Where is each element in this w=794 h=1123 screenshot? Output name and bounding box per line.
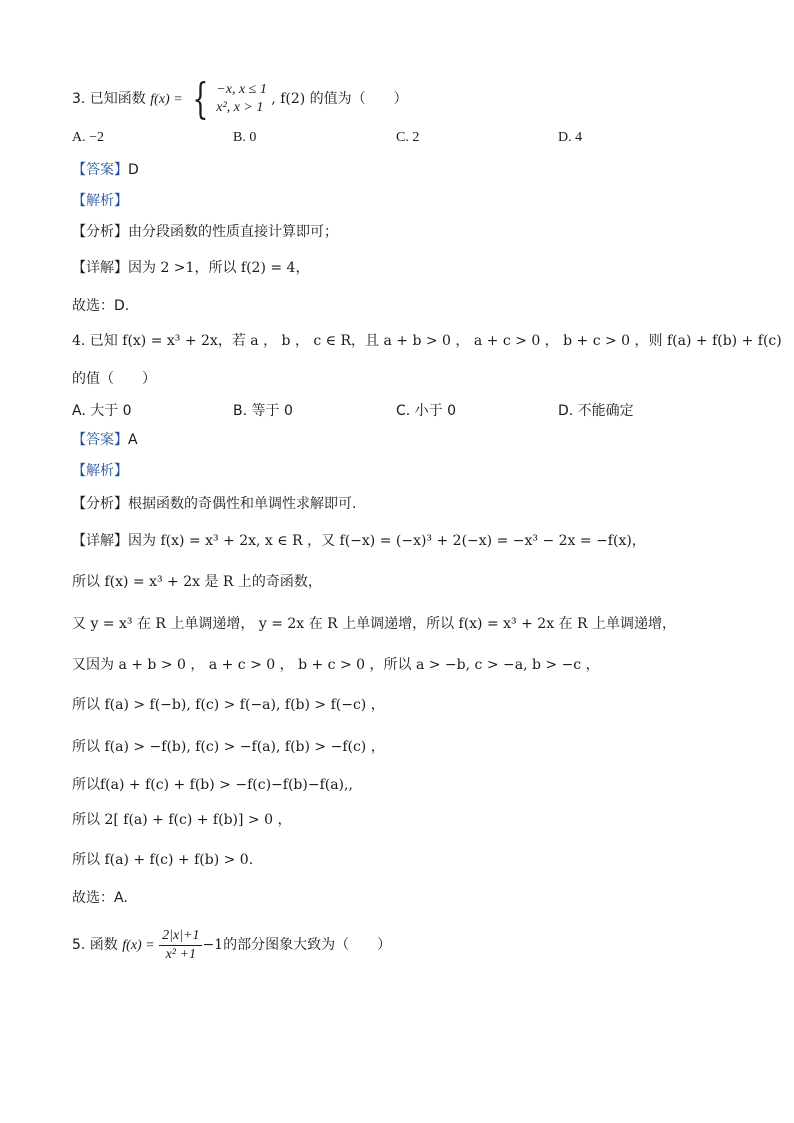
q4-option-c: C. 小于 0	[396, 403, 457, 419]
q4-conclusion-text: 故选：A.	[72, 890, 128, 906]
q4-analysis-tag: 【解析】	[72, 463, 128, 479]
q4-step-4	[72, 695, 385, 715]
q4-stem-line1	[72, 331, 782, 351]
q3-conclusion	[72, 296, 129, 316]
q3-xiangjie-text: 因为 2 >1，所以 f(2) = 4，	[128, 260, 310, 276]
q4-step-3-text: 又因为 a + b > 0 ， a + c > 0 ， b + c > 0 ，所以 a > −b, c > −a, b > −c ，	[72, 657, 600, 673]
q4-option-d: D. 不能确定	[558, 403, 634, 419]
q4-conclusion	[72, 888, 128, 908]
q4-answer-tag: 【答案】	[72, 432, 128, 448]
q5-numerator: 2|x|+1	[159, 928, 202, 946]
q4-step-7-text: 所以 2[ f(a) + f(c) + f(b)] > 0 ，	[72, 812, 292, 828]
q4-step-5-text: 所以 f(a) > −f(b), f(c) > −f(a), f(b) > −f(c) ，	[72, 739, 385, 755]
q3-fenxi-tag: 【分析】	[72, 224, 128, 240]
q5-suffix: −1的部分图象大致为（ ）	[202, 937, 392, 953]
q4-option-a: A. 大于 0	[72, 403, 132, 419]
q4-answer-value: A	[128, 432, 138, 448]
q4-stem-line1-text: 4. 已知 f(x) = x³ + 2x，若 a ， b ， c ∈ R，且 a + b > 0 ， a + c > 0 ， b + c > 0 ，则 f(a) + f(b) + f(c)	[72, 333, 782, 349]
q4-step-1-text: 所以 f(x) = x³ + 2x 是 R 上的奇函数，	[72, 574, 322, 590]
q5-fraction	[159, 928, 202, 963]
q4-fenxi-tag: 【分析】	[72, 496, 128, 512]
q4-step-6-text: 所以f(a) + f(c) + f(b) > −f(c)−f(b)−f(a),,	[72, 777, 353, 793]
q3-xiangjie	[72, 258, 309, 278]
q4-step-3	[72, 655, 600, 675]
q4-option-b: B. 等于 0	[233, 403, 293, 419]
q3-fenxi-text: 由分段函数的性质直接计算即可；	[128, 224, 338, 240]
q4-stem-line2	[72, 369, 156, 389]
q4-step-8	[72, 850, 253, 870]
q4-step-8-text: 所以 f(a) + f(c) + f(b) > 0.	[72, 852, 254, 868]
q3-suffix: , f(2) 的值为（ ）	[271, 91, 408, 107]
q3-conclusion-text: 故选：D.	[72, 298, 130, 314]
q5-prefix: 5. 函数	[72, 937, 123, 953]
q3-option-b: B. 0	[233, 130, 257, 145]
q3-piecewise-brace: {	[192, 74, 209, 123]
q4-step-1	[72, 572, 322, 592]
q4-stem-line2-text: 的值（ ）	[72, 371, 156, 387]
q5-func-lhs: f(x) =	[122, 938, 155, 953]
q4-fenxi-text: 根据函数的奇偶性和单调性求解即可.	[128, 496, 357, 512]
q3-case1: −x, x ≤ 1	[216, 82, 267, 97]
q3-xiangjie-tag: 【详解】	[72, 260, 128, 276]
q3-option-a: A. −2	[72, 130, 105, 145]
q3-piecewise-cases	[216, 81, 267, 117]
q4-xiangjie	[72, 531, 646, 551]
q4-xiangjie-tag: 【详解】	[72, 533, 128, 549]
q3-answer-tag: 【答案】	[72, 162, 128, 178]
q3-option-d: D. 4	[558, 130, 583, 145]
q5-denominator: x² +1	[165, 946, 196, 962]
q3-analysis-heading	[72, 191, 128, 211]
q4-answer	[72, 430, 138, 450]
q4-fenxi	[72, 494, 356, 514]
q3-func-lhs: f(x) =	[150, 92, 183, 107]
q3-answer	[72, 160, 139, 180]
q4-step-2	[72, 614, 676, 634]
q4-analysis-heading	[72, 461, 128, 481]
q5-stem	[72, 922, 391, 968]
q3-answer-value: D	[128, 162, 139, 178]
q3-case2: x², x > 1	[216, 100, 264, 115]
q4-xiangjie-text: 因为 f(x) = x³ + 2x, x ∈ R ，又 f(−x) = (−x)³ + 2(−x) = −x³ − 2x = −f(x)，	[128, 533, 646, 549]
q3-analysis-tag: 【解析】	[72, 193, 128, 209]
q4-step-6	[72, 775, 353, 795]
q3-stem	[72, 74, 408, 123]
q3-option-c: C. 2	[396, 130, 420, 145]
q4-step-2-text: 又 y = x³ 在 R 上单调递增， y = 2x 在 R 上单调递增，所以 f(x) = x³ + 2x 在 R 上单调递增，	[72, 616, 676, 632]
q3-fenxi	[72, 222, 338, 242]
q4-step-4-text: 所以 f(a) > f(−b), f(c) > f(−a), f(b) > f(−c) ，	[72, 697, 385, 713]
q4-step-5	[72, 737, 385, 757]
q4-step-7	[72, 810, 291, 830]
q3-prefix: 3. 已知函数	[72, 91, 151, 107]
